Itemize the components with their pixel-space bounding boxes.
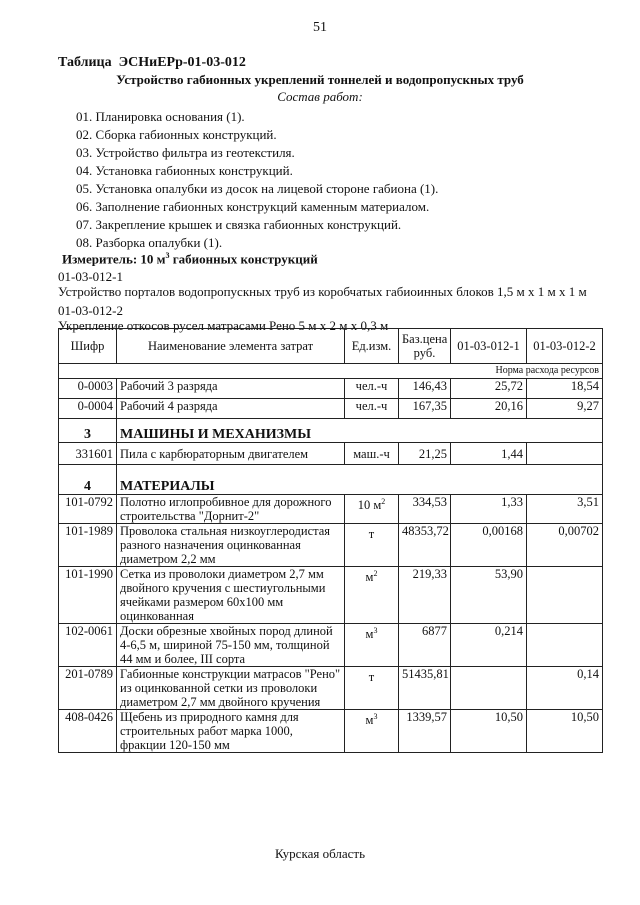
header-price: Баз.цена руб.	[399, 329, 451, 364]
table-row	[59, 495, 603, 524]
table-row	[59, 667, 603, 710]
cell-v2	[527, 567, 603, 624]
cell-name: Рабочий 4 разряда	[117, 399, 345, 419]
section-row	[59, 465, 603, 495]
meter-sup: 3	[165, 251, 170, 260]
unit-sup: 3	[373, 626, 378, 635]
cell-name: Щебень из природного камня для строительных работ марка 1000, фракции 120-150 мм	[117, 710, 345, 753]
unit-text: 10 м	[357, 498, 382, 513]
cell-v2: 3,51	[527, 495, 603, 524]
cell-unit: чел.-ч	[345, 379, 399, 399]
cell-unit	[345, 567, 399, 624]
cell-v1: 1,33	[451, 495, 527, 524]
cell-unit	[345, 524, 399, 567]
cell-name: Пила с карбюраторным двигателем	[117, 443, 345, 465]
cell-v1: 25,72	[451, 379, 527, 399]
composition-label: Состав работ:	[277, 89, 363, 104]
meter-line	[62, 251, 318, 267]
cell-name: Доски обрезные хвойных пород длиной 4-6,5 м, шириной 75-150 мм, толщиной 44 мм и более, III сорта	[117, 624, 345, 667]
cell-name: Сетка из проволоки диаметром 2,7 мм двойного кручения с шестиугольными ячейками размером 60х100 мм оцинкованная	[117, 567, 345, 624]
meter-rest: габионных конструкций	[169, 251, 318, 267]
code: 01-03-012-2	[58, 303, 123, 318]
unit-text: м	[365, 713, 374, 728]
work-item: 05. Установка опалубки из досок на лицевой стороне габиона (1).	[76, 181, 439, 196]
cell-v1: 10,50	[451, 710, 527, 753]
work-item: 07. Закрепление крышек и связка габионных конструкций.	[76, 217, 402, 232]
cell-name: Рабочий 3 разряда	[117, 379, 345, 399]
cell-v1	[451, 667, 527, 710]
header-col2: 01-03-012-2	[527, 329, 603, 364]
header-col1: 01-03-012-1	[451, 329, 527, 364]
page-number: 51	[313, 20, 327, 35]
unit-sup: 2	[381, 497, 386, 506]
table-row	[59, 710, 603, 753]
cell-v1: 20,16	[451, 399, 527, 419]
cell-price: 334,53	[399, 495, 451, 524]
work-item: 06. Заполнение габионных конструкций каменным материалом.	[76, 199, 430, 214]
table-row	[59, 567, 603, 624]
cell-unit	[345, 495, 399, 524]
table-header-row	[59, 329, 603, 364]
section-number: 4	[59, 465, 117, 495]
work-item: 02. Сборка габионных конструкций.	[76, 127, 277, 142]
cell-code: 0-0004	[59, 399, 117, 419]
code-description: Укрепление откосов русел матрасами Рено 5 м х 2 м х 0,3 м	[58, 318, 389, 333]
cell-price: 48353,72	[399, 524, 451, 567]
unit-text: т	[368, 670, 375, 685]
section-number: 3	[59, 419, 117, 443]
cell-price: 51435,81	[399, 667, 451, 710]
header-code: Шифр	[59, 329, 117, 364]
cell-price: 146,43	[399, 379, 451, 399]
cell-v2: 0,14	[527, 667, 603, 710]
meter-label: Измеритель: 10 м	[62, 251, 166, 267]
table-row	[59, 524, 603, 567]
cell-v1: 0,214	[451, 624, 527, 667]
code-description-row	[58, 269, 640, 299]
code: 01-03-012-1	[58, 269, 123, 284]
unit-text: м	[365, 570, 374, 585]
cell-v2	[527, 443, 603, 465]
cell-code: 0-0003	[59, 379, 117, 399]
cell-v2: 0,00702	[527, 524, 603, 567]
unit-text: т	[368, 527, 375, 542]
cell-price: 167,35	[399, 399, 451, 419]
cell-price: 219,33	[399, 567, 451, 624]
cell-v1: 53,90	[451, 567, 527, 624]
cell-name: Проволока стальная низкоуглеродистая разного назначения оцинкованная диаметром 2,2 мм	[117, 524, 345, 567]
table-row	[59, 379, 603, 399]
header-name: Наименование элемента затрат	[117, 329, 345, 364]
work-item: 04. Установка габионных конструкций.	[76, 163, 293, 178]
cell-unit: маш.-ч	[345, 443, 399, 465]
cell-name: Габионные конструкции матрасов "Рено" из оцинкованной сетки из проволоки диаметром 2,7 мм двойного кручения	[117, 667, 345, 710]
table-row	[59, 624, 603, 667]
cell-name: Полотно иглопробивное для дорожного строительства "Дорнит-2"	[117, 495, 345, 524]
cell-code: 201-0789	[59, 667, 117, 710]
header-unit: Ед.изм.	[345, 329, 399, 364]
cell-v2: 10,50	[527, 710, 603, 753]
cell-price: 6877	[399, 624, 451, 667]
resource-table	[58, 328, 603, 753]
table-title: Устройство габионных укреплений тоннелей и водопропускных труб	[116, 72, 524, 87]
section-title: МАТЕРИАЛЫ	[117, 465, 603, 495]
unit-text: м	[365, 627, 374, 642]
norm-label: Норма расхода ресурсов	[59, 364, 603, 379]
cell-code: 408-0426	[59, 710, 117, 753]
cell-unit	[345, 624, 399, 667]
work-item: 08. Разборка опалубки (1).	[76, 235, 223, 250]
table-code: Таблица ЭСНиЕРр-01-03-012	[58, 55, 246, 70]
cell-code: 101-0792	[59, 495, 117, 524]
table-row	[59, 443, 603, 465]
cell-v2: 18,54	[527, 379, 603, 399]
cell-code: 331601	[59, 443, 117, 465]
unit-sup: 3	[373, 712, 378, 721]
code-description: Устройство порталов водопропускных труб из коробчатых габиоинных блоков 1,5 м х 1 м х 1 м	[58, 284, 587, 299]
cell-v1: 1,44	[451, 443, 527, 465]
cell-unit: чел.-ч	[345, 399, 399, 419]
cell-v1: 0,00168	[451, 524, 527, 567]
cell-v2	[527, 624, 603, 667]
footer-region: Курская область	[274, 846, 365, 861]
cell-unit	[345, 710, 399, 753]
work-item: 03. Устройство фильтра из геотекстиля.	[76, 145, 295, 160]
norm-row	[59, 364, 603, 379]
cell-price: 21,25	[399, 443, 451, 465]
unit-sup: 2	[373, 569, 378, 578]
cell-unit	[345, 667, 399, 710]
cell-code: 101-1989	[59, 524, 117, 567]
cell-v2: 9,27	[527, 399, 603, 419]
section-row	[59, 419, 603, 443]
cell-code: 101-1990	[59, 567, 117, 624]
work-item: 01. Планировка основания (1).	[76, 109, 245, 124]
cell-price: 1339,57	[399, 710, 451, 753]
cell-code: 102-0061	[59, 624, 117, 667]
section-title: МАШИНЫ И МЕХАНИЗМЫ	[117, 419, 603, 443]
table-row	[59, 399, 603, 419]
